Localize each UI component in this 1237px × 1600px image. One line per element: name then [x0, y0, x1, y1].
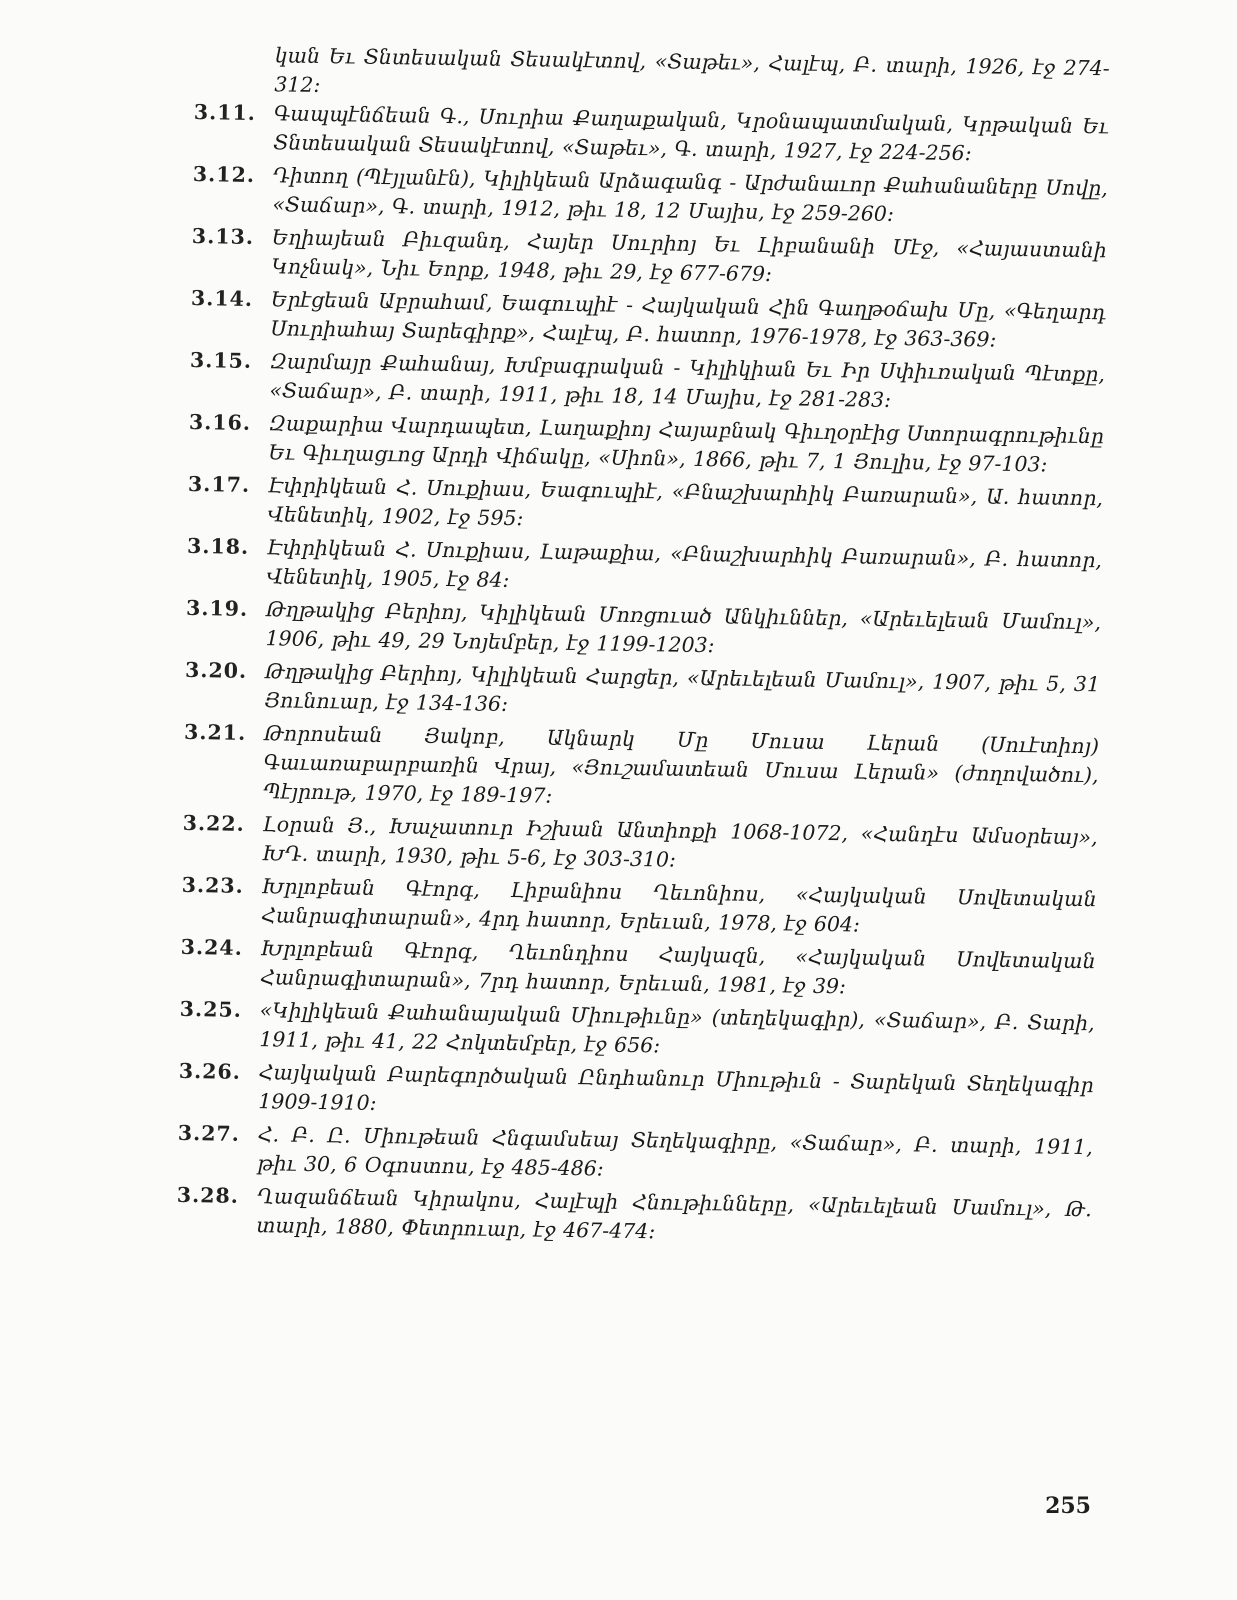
entry-number: 3.19.: [185, 595, 249, 621]
bibliography-entry: [176, 1181, 1092, 1253]
bibliography-list: [176, 40, 1110, 1253]
entry-number: 3.12.: [192, 161, 256, 187]
bibliography-entry: [185, 594, 1101, 666]
entry-text: Զաքարիա Վարդապետ, Լաղաքիոյ Հայաբնակ Գիւղօրէից Ստորագրութիւնը Եւ Գիւղացւոց Արդի Վիճակը, «Սիոն», 1866, թիւ 7, 1 Յուլիս, էջ 97-103։: [268, 411, 1105, 477]
entry-text: Թորոսեան Յակոբ, Ակնարկ Մը Մուսա Լերան (Սուէտիոյ) Գաւառաբարբառին Վրայ, «Յուշամատեան Մուսա Լերան» (ժողովածու), Պէյրութ, 1970, էջ 189-197։: [263, 721, 1100, 808]
entry-number: 3.18.: [186, 533, 250, 559]
entry-number: 3.16.: [188, 409, 252, 435]
entry-text: Խրլոբեան Գէորգ, Լիբանիոս Ղեւոնիոս, «Հայկական Սովետական Հանրագիտարան», 4րդ հատոր, Երեւան, 1978, էջ 604։: [261, 874, 1097, 937]
entry-text: «Կիլիկեան Քահանայական Միութիւնը» (տեղեկագիր), «Տաճար», Բ. Տարի, 1911, թիւ 41, 22 Հոկտեմբեր, էջ 656։: [259, 998, 1095, 1058]
entry-text: Թղթակից Բերիոյ, Կիլիկեան Հարցեր, «Արեւելեան Մամուլ», 1907, թիւ 5, 31 Յունուար, էջ 134-136։: [264, 659, 1101, 716]
bibliography-entry: [177, 1119, 1093, 1191]
bibliography-entry: [187, 470, 1103, 542]
entry-number: 3.20.: [184, 657, 248, 683]
entry-number: 3.28.: [176, 1182, 240, 1208]
entry-number: 3.17.: [187, 471, 251, 497]
bibliography-entry: [179, 995, 1095, 1067]
entry-number: 3.24.: [180, 934, 244, 960]
bibliography-entry: [190, 284, 1106, 356]
bibliography-entry: [186, 532, 1102, 604]
entry-text: Երէցեան Աբրահամ, Եագուպիէ - Հայկական Հին Գաղթօճախ Մը, «Գեղարդ Սուրիահայ Տարեգիրք», Հալէպ, Բ. հատոր, 1976-1978, էջ 363-369։: [270, 287, 1107, 352]
entry-text: Դիտող (Պէյլանէն), Կիլիկեան Արձագանգ - Արժանաւոր Քահանաները Սովը, «Տաճար», Գ. տարի, 1912, թիւ 18, 12 Մայիս, էջ 259-260։: [272, 163, 1108, 226]
bibliography-entry: [182, 809, 1098, 881]
entry-text: Լօրան Յ., Խաչատուր Իշխան Անտիոքի 1068-1072, «Հանդէս Ամսօրեայ», ԽԴ. տարի, 1930, թիւ 5-6, էջ 303-310։: [262, 812, 1098, 872]
entry-number: 3.15.: [189, 347, 253, 373]
bibliography-entry: [189, 346, 1105, 418]
entry-text: Գապպէնճեան Գ., Սուրիա Քաղաքական, Կրօնապատմական, Կրթական Եւ Տնտեսական Տեսակէտով, «Տաթեւ», Գ. տարի, 1927, էջ 224-256։: [273, 101, 1109, 166]
entry-text: Էփրիկեան Հ. Սուքիաս, Լաթաքիա, «Բնաշխարհիկ Բառարան», Բ. հատոր, Վենետիկ, 1905, էջ 84։: [266, 535, 1103, 593]
bibliography-entry: [178, 1057, 1094, 1129]
entry-number: 3.25.: [179, 996, 243, 1022]
entry-text: Ղազանճեան Կիրակոս, Հալէպի Հնութիւնները, «Արեւելեան Մամուլ», Թ. տարի, 1880, Փետրուար, էջ 467-474։: [256, 1184, 1092, 1244]
entry-text: Հ. Բ. Ը. Միութեան Հնգամսեայ Տեղեկագիրը, «Տաճար», Բ. տարի, 1911, թիւ 30, 6 Օգոստոս, էջ 485-486։: [257, 1122, 1093, 1181]
entry-number: 3.13.: [191, 223, 255, 249]
bibliography-entry: [191, 222, 1107, 294]
entry-number: 3.11.: [193, 99, 257, 125]
bibliography-entry: [188, 408, 1104, 480]
bibliography-entry: [180, 933, 1096, 1005]
entry-text: Թղթակից Բերիոյ, Կիլիկեան Մոռցուած Անկիւններ, «Արեւելեան Մամուլ», 1906, թիւ 49, 29 Նոյեմբեր, էջ 1199-1203։: [265, 597, 1102, 658]
entry-number: 3.27.: [177, 1120, 241, 1146]
page-number: 255: [1045, 1493, 1091, 1519]
entry-text: կան Եւ Տնտեսական Տեսակէտով, «Տաթեւ», Հալէպ, Բ. տարի, 1926, էջ 274-312։: [274, 43, 1110, 97]
entry-text: Հայկական Բարեգործական Ընդհանուր Միութիւն - Տարեկան Տեղեկագիր 1909-1910։: [258, 1060, 1094, 1115]
entry-text: Զարմայր Քահանայ, Խմբագրական - Կիլիկիան Եւ Իր Սփիւռական Պէտքը, «Տաճար», Բ. տարի, 1911, թիւ 18, 14 Մայիս, էջ 281-283։: [269, 349, 1106, 412]
entry-text: Եղիայեան Բիւզանդ, Հայեր Սուրիոյ Եւ Լիբանանի Մէջ, «Հայաստանի Կոչնակ», Նիւ Եորք, 1948, թիւ 29, էջ 677-679։: [271, 225, 1107, 287]
entry-number: 3.14.: [190, 285, 254, 311]
entry-number: 3.21.: [183, 719, 247, 745]
bibliography-entry: [192, 160, 1108, 232]
entry-number: 3.26.: [178, 1058, 242, 1084]
entry-number: 3.23.: [181, 872, 244, 898]
bibliography-entry: [184, 656, 1100, 728]
entry-number: 3.22.: [182, 810, 245, 836]
entry-text: Խրլոբեան Գէորգ, Ղեւոնդիոս Հայկազն, «Հայկական Սովետական Հանրագիտարան», 7րդ հատոր, Երեւան, 1981, էջ 39։: [260, 936, 1096, 999]
bibliography-entry: [181, 871, 1097, 943]
bibliography-entry: [183, 718, 1099, 819]
entry-text: Էփրիկեան Հ. Սուքիաս, Եագուպիէ, «Բնաշխարհիկ Բառարան», Ա. հատոր, Վենետիկ, 1902, էջ 595։: [267, 473, 1104, 531]
